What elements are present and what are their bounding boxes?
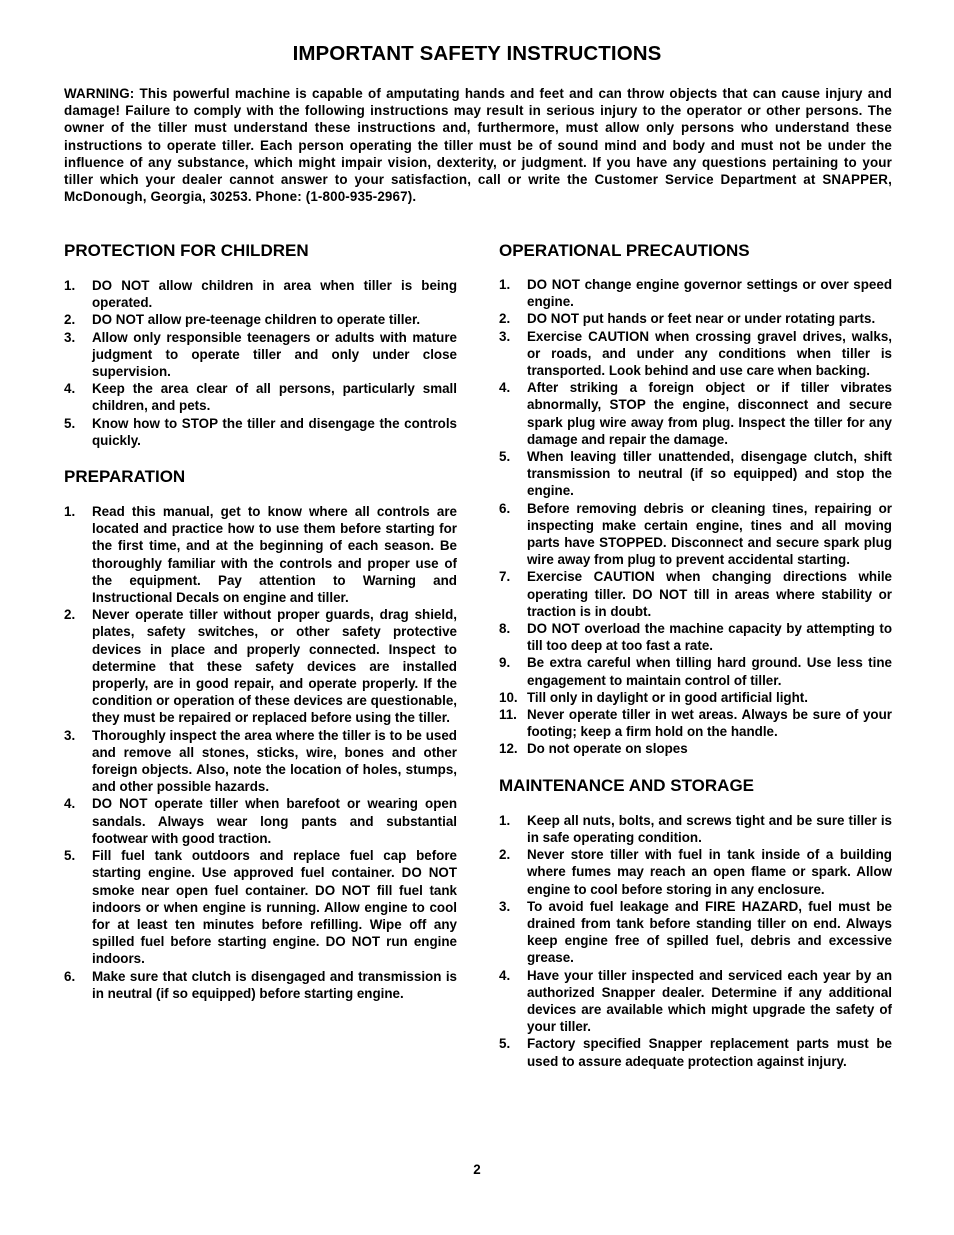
instruction-list [499,276,892,758]
item-text: Exercise CAUTION when crossing gravel drives, walks, or roads, and under any conditions when tiller is transported. Look behind and use care when backing. [527,328,892,379]
item-text: Keep the area clear of all persons, particularly small children, and pets. [92,381,457,414]
item-text: When leaving tiller unattended, disengage clutch, shift transmission to neutral (if so equipped) and stop the engine. [527,449,892,499]
item-number: 7. [499,569,511,585]
list-item [499,706,892,740]
list-item [499,1035,892,1069]
list-item [499,689,892,706]
item-text: Do not operate on slopes [527,741,688,757]
list-item [499,740,892,757]
list-item [499,812,892,846]
item-text: DO NOT overload the machine capacity by attempting to till too deep at too fast a rate. [527,621,892,654]
list-item [64,311,457,328]
instruction-list [64,503,457,1002]
list-item [64,847,457,967]
item-text: After striking a foreign object or if tiller vibrates abnormally, STOP the engine, disconnect and secure spark plug wire away from plug. Inspect the tiller for any damage and repair the damage. [527,380,892,447]
list-item [64,277,457,311]
list-item [499,500,892,569]
section-heading: OPERATIONAL PRECAUTIONS [499,241,750,260]
item-number: 6. [499,500,511,516]
section-maintenance-and-storage [499,775,892,1070]
item-number: 1. [64,278,76,293]
item-text: Never operate tiller without proper guards, drag shield, plates, safety switches, or other safety protective devices in place and properly connected. Inspect to determine that these safety devices are installed properly, are in good repair, and operate properly. If the condition or operation of these devices are questionable, they must be repaired or replaced before using the tiller. [92,607,457,726]
item-number: 2. [499,847,511,863]
list-item [64,503,457,606]
section-heading: PREPARATION [64,467,186,487]
item-number: 1. [499,812,511,828]
item-text: Keep all nuts, bolts, and screws tight and be sure tiller is in safe operating condition. [527,812,892,845]
item-text: Never operate tiller in wet areas. Always be sure of your footing; keep a firm hold on the handle. [527,707,892,740]
list-item [499,448,892,500]
list-item [499,568,892,620]
instruction-list [64,277,457,449]
item-text: DO NOT allow pre-teenage children to operate tiller. [92,312,421,328]
list-item [499,654,892,688]
item-number: 5. [499,1036,511,1052]
left-column [64,240,457,1002]
item-number: 10. [499,689,518,705]
item-number: 3. [64,727,76,743]
section-protection-for-children [64,240,457,449]
item-number: 4. [64,381,76,397]
list-item [64,415,457,449]
list-item [64,380,457,414]
list-item [64,606,457,726]
item-number: 3. [64,329,76,345]
item-number: 5. [64,415,76,431]
item-text: Be extra careful when tilling hard ground. Use less tine engagement to maintain control of tiller. [527,655,892,688]
item-text: DO NOT operate tiller when barefoot or wearing open sandals. Always wear long pants and substantial footwear with good traction. [92,796,457,846]
item-number: 12. [499,741,518,757]
item-text: Fill fuel tank outdoors and replace fuel cap before starting engine. Use approved fuel container. DO NOT smoke near open fuel container. DO NOT fill fuel tank indoors or when engine is running. Allow engine to cool for at least ten minutes before refilling. Wipe off any spilled fuel before starting engine. DO NOT run engine indoors. [92,848,457,967]
item-number: 4. [64,796,76,812]
section-heading: PROTECTION FOR CHILDREN [64,241,309,260]
item-text: DO NOT put hands or feet near or under rotating parts. [527,311,876,327]
item-number: 9. [499,655,511,671]
item-text: Before removing debris or cleaning tines, repairing or inspecting make certain engine, tines and all moving parts have STOPPED. Disconnect and secure spark plug wire away from plug to prevent accidental starting. [527,500,892,568]
item-number: 4. [499,380,511,396]
item-number: 4. [499,967,511,983]
list-item [499,620,892,654]
section-heading: MAINTENANCE AND STORAGE [499,775,755,795]
right-column [499,240,892,1070]
list-item [64,968,457,1002]
list-item [499,310,892,327]
list-item [499,328,892,380]
section-operational-precautions [499,240,892,758]
warning-paragraph: WARNING: This powerful machine is capable of amputating hands and feet and can throw objects that can cause injury and damage! Failure to comply with the following instructions may result in serious injury to the operator or other persons. The owner of the tiller must understand these instructions and, furthermore, must allow only persons who understand these instructions to operate tiller. Each person operating the tiller must be of sound mind and body and must not be under the influence of any substance, which might impair vision, dexterity, or judgment. If you have any questions pertaining to your tiller which your dealer cannot answer to your satisfaction, call or write the Customer Service Department at SNAPPER, McDonough, Georgia, 30253. Phone: (1-800-935-2967). [64,86,892,205]
item-text: Till only in daylight or in good artificial light. [527,689,808,705]
item-text: Never store tiller with fuel in tank inside of a building where fumes may reach an open flame or spark. Allow engine to cool before storing in any enclosure. [527,847,892,897]
item-number: 3. [499,898,511,914]
item-text: Know how to STOP the tiller and disengage the controls quickly. [92,415,457,448]
item-number: 11. [499,707,517,723]
list-item [64,795,457,847]
item-number: 5. [64,848,76,864]
item-number: 8. [499,621,511,637]
item-text: Read this manual, get to know where all controls are located and practice how to use them before starting for the first time, and at the beginning of each season. Be thoroughly familiar with the controls and proper use of the equipment. Pay attention to Warning and Instructional Decals on engine and tiller. [92,504,457,606]
list-item [499,379,892,448]
item-text: DO NOT allow children in area when tiller is being operated. [92,278,457,311]
item-number: 3. [499,328,511,344]
item-number: 5. [499,449,511,465]
item-number: 6. [64,968,76,984]
item-number: 1. [64,504,76,520]
item-text: Thoroughly inspect the area where the tiller is to be used and remove all stones, sticks, wire, bones and other foreign objects. Also, note the location of holes, stumps, and other possible hazards. [92,727,457,795]
item-text: Make sure that clutch is disengaged and transmission is in neutral (if so equipped) before starting engine. [92,968,457,1001]
item-text: Exercise CAUTION when changing directions while operating tiller. DO NOT till in areas where stability or traction is in doubt. [527,569,892,619]
item-text: DO NOT change engine governor settings or over speed engine. [527,277,892,310]
page-number: 2 [473,1162,481,1177]
list-item [64,727,457,796]
list-item [499,898,892,967]
page-title: IMPORTANT SAFETY INSTRUCTIONS [292,42,662,65]
list-item [499,846,892,898]
item-text: Have your tiller inspected and serviced each year by an authorized Snapper dealer. Determine if any additional devices are available which might upgrade the safety of your tiller. [527,967,892,1035]
list-item [499,967,892,1036]
section-preparation [64,466,457,1002]
item-text: Factory specified Snapper replacement parts must be used to assure adequate protection against injury. [527,1036,892,1069]
list-item [499,276,892,310]
list-item [64,329,457,381]
item-number: 2. [64,607,76,623]
item-number: 1. [499,277,511,292]
instruction-list [499,812,892,1070]
item-text: To avoid fuel leakage and FIRE HAZARD, fuel must be drained from tank before standing tiller on end. Always keep engine free of spilled fuel, debris and excessive grease. [527,898,892,966]
item-text: Allow only responsible teenagers or adults with mature judgment to operate tiller and only under close supervision. [92,329,457,380]
item-number: 2. [499,311,511,327]
item-number: 2. [64,312,76,328]
